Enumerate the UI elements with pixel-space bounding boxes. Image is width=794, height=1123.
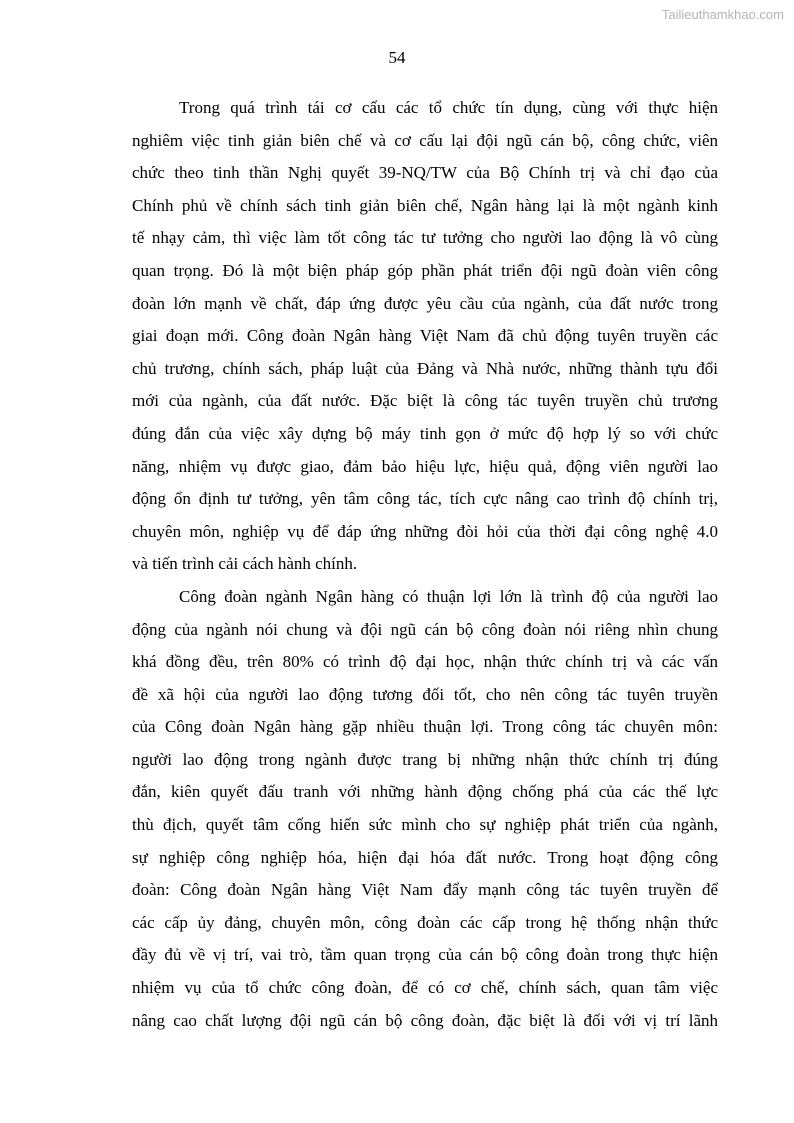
watermark-text: Tailieuthamkhao.com [661,7,784,22]
text-line: năng, nhiệm vụ được giao, đảm bảo hiệu lực, hiệu quả, động viên người lao [132,456,718,476]
text-line: Công đoàn ngành Ngân hàng có thuận lợi lớn là trình độ của người lao [179,586,718,606]
document-body [132,92,718,1037]
text-line: đoàn lớn mạnh về chất, đáp ứng được yêu cầu của ngành, của đất nước trong [132,293,718,313]
text-line: đoàn: Công đoàn Ngân hàng Việt Nam đẩy mạnh công tác tuyên truyền để [132,880,718,900]
text-line: đề xã hội của người lao động tương đối tốt, cho nên công tác tuyên truyền [132,684,718,704]
text-line: Trong quá trình tái cơ cấu các tổ chức tín dụng, cùng với thực hiện [179,98,718,117]
text-line: chức theo tinh thần Nghị quyết 39-NQ/TW của Bộ Chính trị và chỉ đạo của [132,163,718,183]
text-line: sự nghiệp công nghiệp hóa, hiện đại hóa đất nước. Trong hoạt động công [132,847,718,867]
text-line: của Công đoàn Ngân hàng gặp nhiều thuận lợi. Trong công tác chuyên môn: [132,717,718,737]
text-line: giai đoạn mới. Công đoàn Ngân hàng Việt Nam đã chủ động tuyên truyền các [132,326,718,346]
text-line: động ổn định tư tưởng, yên tâm công tác, tích cực nâng cao trình độ chính trị, [132,489,718,509]
text-line: mới của ngành, của đất nước. Đặc biệt là công tác tuyên truyền chủ trương [132,391,718,411]
text-line: quan trọng. Đó là một biện pháp góp phần phát triển đội ngũ đoàn viên công [132,260,718,280]
text-line: đắn, kiên quyết đấu tranh với những hành động chống phá của các thế lực [132,782,718,802]
text-line: người lao động trong ngành được trang bị những nhận thức chính trị đúng [132,749,718,769]
text-line: nâng cao chất lượng đội ngũ cán bộ công đoàn, đặc biệt là đối với vị trí lãnh [132,1010,718,1030]
text-line: chuyên môn, nghiệp vụ để đáp ứng những đòi hỏi của thời đại công nghệ 4.0 [132,521,718,541]
text-line: thù địch, quyết tâm cống hiến sức mình cho sự nghiệp phát triển của ngành, [132,815,718,835]
text-line: nhiệm vụ của tổ chức công đoàn, để có cơ chế, chính sách, quan tâm việc [132,978,718,998]
text-line: và tiến trình cải cách hành chính. [132,554,358,574]
text-line: động của ngành nói chung và đội ngũ cán bộ công đoàn nói riêng nhìn chung [132,619,718,639]
text-line: đầy đủ về vị trí, vai trò, tầm quan trọng của cán bộ công đoàn trong thực hiện [132,945,718,965]
text-line: nghiêm việc tinh giản biên chế và cơ cấu lại đội ngũ cán bộ, công chức, viên [132,130,718,150]
text-line: Chính phủ về chính sách tinh giản biên chế, Ngân hàng lại là một ngành kinh [132,195,718,215]
text-line: chủ trương, chính sách, pháp luật của Đảng và Nhà nước, những thành tựu đổi [132,358,718,378]
text-line: khá đồng đều, trên 80% có trình độ đại học, nhận thức chính trị và các vấn [132,652,718,672]
paragraph-1 [132,92,718,581]
paragraph-2 [132,581,718,1037]
text-line: tế nhạy cảm, thì việc làm tốt công tác tư tưởng cho người lao động là vô cùng [132,228,718,248]
page-number: 54 [388,48,406,67]
text-line: các cấp ủy đảng, chuyên môn, công đoàn các cấp trong hệ thống nhận thức [132,912,718,932]
text-line: đúng đắn của việc xây dựng bộ máy tinh gọn ở mức độ hợp lý so với chức [132,423,718,443]
